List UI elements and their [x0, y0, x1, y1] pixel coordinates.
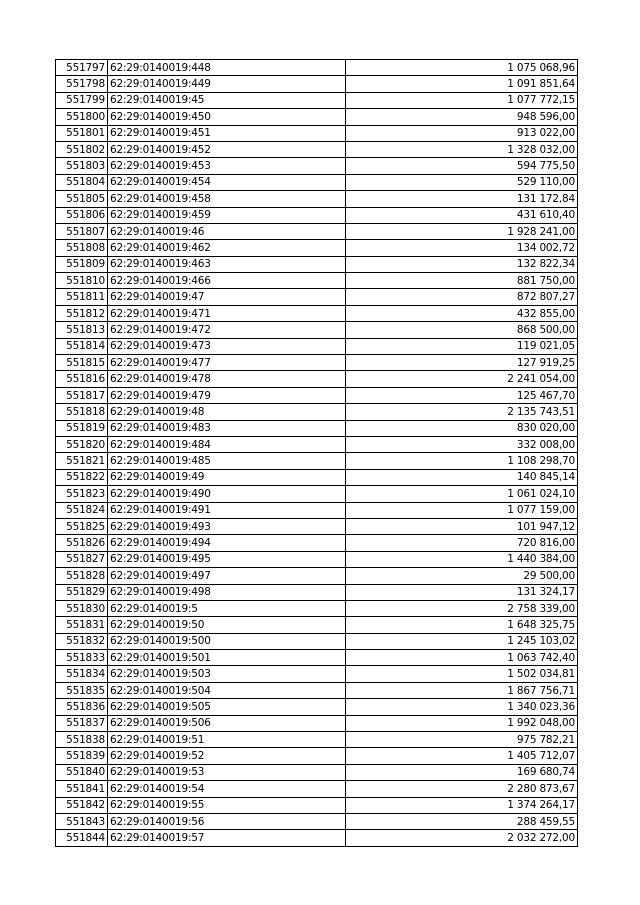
- table-row: [56, 125, 578, 141]
- row-number-cell: 551821: [56, 453, 108, 469]
- row-number-cell: 551815: [56, 355, 108, 371]
- row-number-cell: 551841: [56, 781, 108, 797]
- table-row: [56, 191, 578, 207]
- value-cell: 1 405 712,07: [346, 748, 578, 764]
- table-row: [56, 338, 578, 354]
- value-cell: 1 992 048,00: [346, 715, 578, 731]
- row-number-cell: 551808: [56, 240, 108, 256]
- table-row: [56, 830, 578, 846]
- row-number-cell: 551797: [56, 60, 108, 76]
- value-cell: 594 775,50: [346, 158, 578, 174]
- cadastral-number-cell: 62:29:0140019:462: [108, 240, 346, 256]
- table-row: [56, 781, 578, 797]
- value-cell: 1 108 298,70: [346, 453, 578, 469]
- table-row: [56, 420, 578, 436]
- cadastral-number-cell: 62:29:0140019:458: [108, 191, 346, 207]
- value-cell: 1 077 159,00: [346, 502, 578, 518]
- table-row: [56, 76, 578, 92]
- value-cell: 134 002,72: [346, 240, 578, 256]
- cadastral-number-cell: 62:29:0140019:503: [108, 666, 346, 682]
- value-cell: 881 750,00: [346, 273, 578, 289]
- table-row: [56, 600, 578, 616]
- value-cell: 2 135 743,51: [346, 404, 578, 420]
- value-cell: 1 328 032,00: [346, 141, 578, 157]
- table-row: [56, 666, 578, 682]
- table-row: [56, 469, 578, 485]
- row-number-cell: 551843: [56, 813, 108, 829]
- table-row: [56, 387, 578, 403]
- cadastral-number-cell: 62:29:0140019:450: [108, 109, 346, 125]
- row-number-cell: 551801: [56, 125, 108, 141]
- value-cell: 1 091 851,64: [346, 76, 578, 92]
- value-cell: 169 680,74: [346, 764, 578, 780]
- table-row: [56, 633, 578, 649]
- cadastral-number-cell: 62:29:0140019:472: [108, 322, 346, 338]
- value-cell: 868 500,00: [346, 322, 578, 338]
- value-cell: 127 919,25: [346, 355, 578, 371]
- table-row: [56, 60, 578, 76]
- row-number-cell: 551805: [56, 191, 108, 207]
- cadastral-number-cell: 62:29:0140019:54: [108, 781, 346, 797]
- cadastral-number-cell: 62:29:0140019:484: [108, 436, 346, 452]
- table-row: [56, 404, 578, 420]
- cadastral-number-cell: 62:29:0140019:452: [108, 141, 346, 157]
- row-number-cell: 551814: [56, 338, 108, 354]
- value-cell: 1 928 241,00: [346, 223, 578, 239]
- cadastral-number-cell: 62:29:0140019:56: [108, 813, 346, 829]
- value-cell: 132 822,34: [346, 256, 578, 272]
- row-number-cell: 551807: [56, 223, 108, 239]
- value-cell: 1 063 742,40: [346, 650, 578, 666]
- value-cell: 2 280 873,67: [346, 781, 578, 797]
- table-row: [56, 486, 578, 502]
- cadastral-number-cell: 62:29:0140019:55: [108, 797, 346, 813]
- row-number-cell: 551840: [56, 764, 108, 780]
- table-row: [56, 109, 578, 125]
- cadastral-number-cell: 62:29:0140019:453: [108, 158, 346, 174]
- table-row: [56, 535, 578, 551]
- cadastral-number-cell: 62:29:0140019:495: [108, 551, 346, 567]
- row-number-cell: 551835: [56, 682, 108, 698]
- value-cell: 913 022,00: [346, 125, 578, 141]
- row-number-cell: 551802: [56, 141, 108, 157]
- row-number-cell: 551817: [56, 387, 108, 403]
- value-cell: 1 867 756,71: [346, 682, 578, 698]
- table-row: [56, 436, 578, 452]
- table-row: [56, 797, 578, 813]
- value-cell: 432 855,00: [346, 305, 578, 321]
- cadastral-number-cell: 62:29:0140019:454: [108, 174, 346, 190]
- table-row: [56, 305, 578, 321]
- cadastral-number-cell: 62:29:0140019:49: [108, 469, 346, 485]
- cadastral-number-cell: 62:29:0140019:48: [108, 404, 346, 420]
- table-row: [56, 289, 578, 305]
- cadastral-number-cell: 62:29:0140019:491: [108, 502, 346, 518]
- row-number-cell: 551820: [56, 436, 108, 452]
- table-row: [56, 682, 578, 698]
- row-number-cell: 551798: [56, 76, 108, 92]
- cadastral-number-cell: 62:29:0140019:500: [108, 633, 346, 649]
- row-number-cell: 551809: [56, 256, 108, 272]
- table-row: [56, 748, 578, 764]
- table-row: [56, 764, 578, 780]
- value-cell: 872 807,27: [346, 289, 578, 305]
- row-number-cell: 551818: [56, 404, 108, 420]
- table-row: [56, 699, 578, 715]
- row-number-cell: 551812: [56, 305, 108, 321]
- table-row: [56, 584, 578, 600]
- row-number-cell: 551831: [56, 617, 108, 633]
- row-number-cell: 551806: [56, 207, 108, 223]
- cadastral-number-cell: 62:29:0140019:448: [108, 60, 346, 76]
- row-number-cell: 551824: [56, 502, 108, 518]
- row-number-cell: 551837: [56, 715, 108, 731]
- value-cell: 1 245 103,02: [346, 633, 578, 649]
- cadastral-number-cell: 62:29:0140019:50: [108, 617, 346, 633]
- cadastral-number-cell: 62:29:0140019:478: [108, 371, 346, 387]
- cadastral-number-cell: 62:29:0140019:473: [108, 338, 346, 354]
- value-cell: 1 061 024,10: [346, 486, 578, 502]
- table-row: [56, 371, 578, 387]
- table-row: [56, 617, 578, 633]
- cadastral-number-cell: 62:29:0140019:466: [108, 273, 346, 289]
- value-cell: 2 758 339,00: [346, 600, 578, 616]
- cadastral-number-cell: 62:29:0140019:490: [108, 486, 346, 502]
- row-number-cell: 551844: [56, 830, 108, 846]
- row-number-cell: 551823: [56, 486, 108, 502]
- cadastral-number-cell: 62:29:0140019:485: [108, 453, 346, 469]
- table-row: [56, 518, 578, 534]
- cadastral-value-table: [55, 59, 578, 847]
- table-row: [56, 715, 578, 731]
- table-row: [56, 453, 578, 469]
- row-number-cell: 551836: [56, 699, 108, 715]
- cadastral-number-cell: 62:29:0140019:477: [108, 355, 346, 371]
- value-cell: 131 324,17: [346, 584, 578, 600]
- table-row: [56, 158, 578, 174]
- row-number-cell: 551839: [56, 748, 108, 764]
- value-cell: 1 075 068,96: [346, 60, 578, 76]
- table-row: [56, 174, 578, 190]
- table-row: [56, 273, 578, 289]
- value-cell: 288 459,55: [346, 813, 578, 829]
- cadastral-number-cell: 62:29:0140019:47: [108, 289, 346, 305]
- value-cell: 948 596,00: [346, 109, 578, 125]
- table-row: [56, 568, 578, 584]
- table-row: [56, 650, 578, 666]
- row-number-cell: 551803: [56, 158, 108, 174]
- cadastral-number-cell: 62:29:0140019:493: [108, 518, 346, 534]
- value-cell: 1 374 264,17: [346, 797, 578, 813]
- value-cell: 29 500,00: [346, 568, 578, 584]
- value-cell: 332 008,00: [346, 436, 578, 452]
- cadastral-number-cell: 62:29:0140019:498: [108, 584, 346, 600]
- row-number-cell: 551828: [56, 568, 108, 584]
- value-cell: 131 172,84: [346, 191, 578, 207]
- cadastral-number-cell: 62:29:0140019:463: [108, 256, 346, 272]
- table-row: [56, 813, 578, 829]
- cadastral-number-cell: 62:29:0140019:46: [108, 223, 346, 239]
- cadastral-number-cell: 62:29:0140019:501: [108, 650, 346, 666]
- cadastral-number-cell: 62:29:0140019:506: [108, 715, 346, 731]
- value-cell: 2 241 054,00: [346, 371, 578, 387]
- cadastral-number-cell: 62:29:0140019:497: [108, 568, 346, 584]
- table-row: [56, 256, 578, 272]
- row-number-cell: 551813: [56, 322, 108, 338]
- cadastral-number-cell: 62:29:0140019:471: [108, 305, 346, 321]
- cadastral-number-cell: 62:29:0140019:52: [108, 748, 346, 764]
- value-cell: 529 110,00: [346, 174, 578, 190]
- table-row: [56, 322, 578, 338]
- value-cell: 1 502 034,81: [346, 666, 578, 682]
- value-cell: 1 440 384,00: [346, 551, 578, 567]
- row-number-cell: 551799: [56, 92, 108, 108]
- table-row: [56, 355, 578, 371]
- value-cell: 1 077 772,15: [346, 92, 578, 108]
- table-body: [56, 60, 578, 847]
- row-number-cell: 551833: [56, 650, 108, 666]
- row-number-cell: 551800: [56, 109, 108, 125]
- row-number-cell: 551819: [56, 420, 108, 436]
- value-cell: 1 340 023,36: [346, 699, 578, 715]
- row-number-cell: 551811: [56, 289, 108, 305]
- row-number-cell: 551832: [56, 633, 108, 649]
- row-number-cell: 551826: [56, 535, 108, 551]
- row-number-cell: 551825: [56, 518, 108, 534]
- value-cell: 975 782,21: [346, 732, 578, 748]
- cadastral-number-cell: 62:29:0140019:504: [108, 682, 346, 698]
- cadastral-number-cell: 62:29:0140019:505: [108, 699, 346, 715]
- table-row: [56, 92, 578, 108]
- cadastral-number-cell: 62:29:0140019:5: [108, 600, 346, 616]
- cadastral-number-cell: 62:29:0140019:57: [108, 830, 346, 846]
- row-number-cell: 551804: [56, 174, 108, 190]
- value-cell: 119 021,05: [346, 338, 578, 354]
- value-cell: 101 947,12: [346, 518, 578, 534]
- cadastral-number-cell: 62:29:0140019:53: [108, 764, 346, 780]
- row-number-cell: 551842: [56, 797, 108, 813]
- row-number-cell: 551816: [56, 371, 108, 387]
- value-cell: 140 845,14: [346, 469, 578, 485]
- row-number-cell: 551834: [56, 666, 108, 682]
- row-number-cell: 551827: [56, 551, 108, 567]
- row-number-cell: 551810: [56, 273, 108, 289]
- table-row: [56, 240, 578, 256]
- table-row: [56, 223, 578, 239]
- cadastral-number-cell: 62:29:0140019:483: [108, 420, 346, 436]
- row-number-cell: 551829: [56, 584, 108, 600]
- value-cell: 720 816,00: [346, 535, 578, 551]
- value-cell: 431 610,40: [346, 207, 578, 223]
- cadastral-number-cell: 62:29:0140019:451: [108, 125, 346, 141]
- table-row: [56, 732, 578, 748]
- cadastral-number-cell: 62:29:0140019:449: [108, 76, 346, 92]
- value-cell: 125 467,70: [346, 387, 578, 403]
- table-row: [56, 207, 578, 223]
- cadastral-number-cell: 62:29:0140019:45: [108, 92, 346, 108]
- row-number-cell: 551822: [56, 469, 108, 485]
- cadastral-number-cell: 62:29:0140019:51: [108, 732, 346, 748]
- value-cell: 830 020,00: [346, 420, 578, 436]
- table-row: [56, 141, 578, 157]
- cadastral-number-cell: 62:29:0140019:479: [108, 387, 346, 403]
- table-row: [56, 551, 578, 567]
- row-number-cell: 551838: [56, 732, 108, 748]
- row-number-cell: 551830: [56, 600, 108, 616]
- cadastral-number-cell: 62:29:0140019:459: [108, 207, 346, 223]
- table-row: [56, 502, 578, 518]
- value-cell: 2 032 272,00: [346, 830, 578, 846]
- value-cell: 1 648 325,75: [346, 617, 578, 633]
- cadastral-number-cell: 62:29:0140019:494: [108, 535, 346, 551]
